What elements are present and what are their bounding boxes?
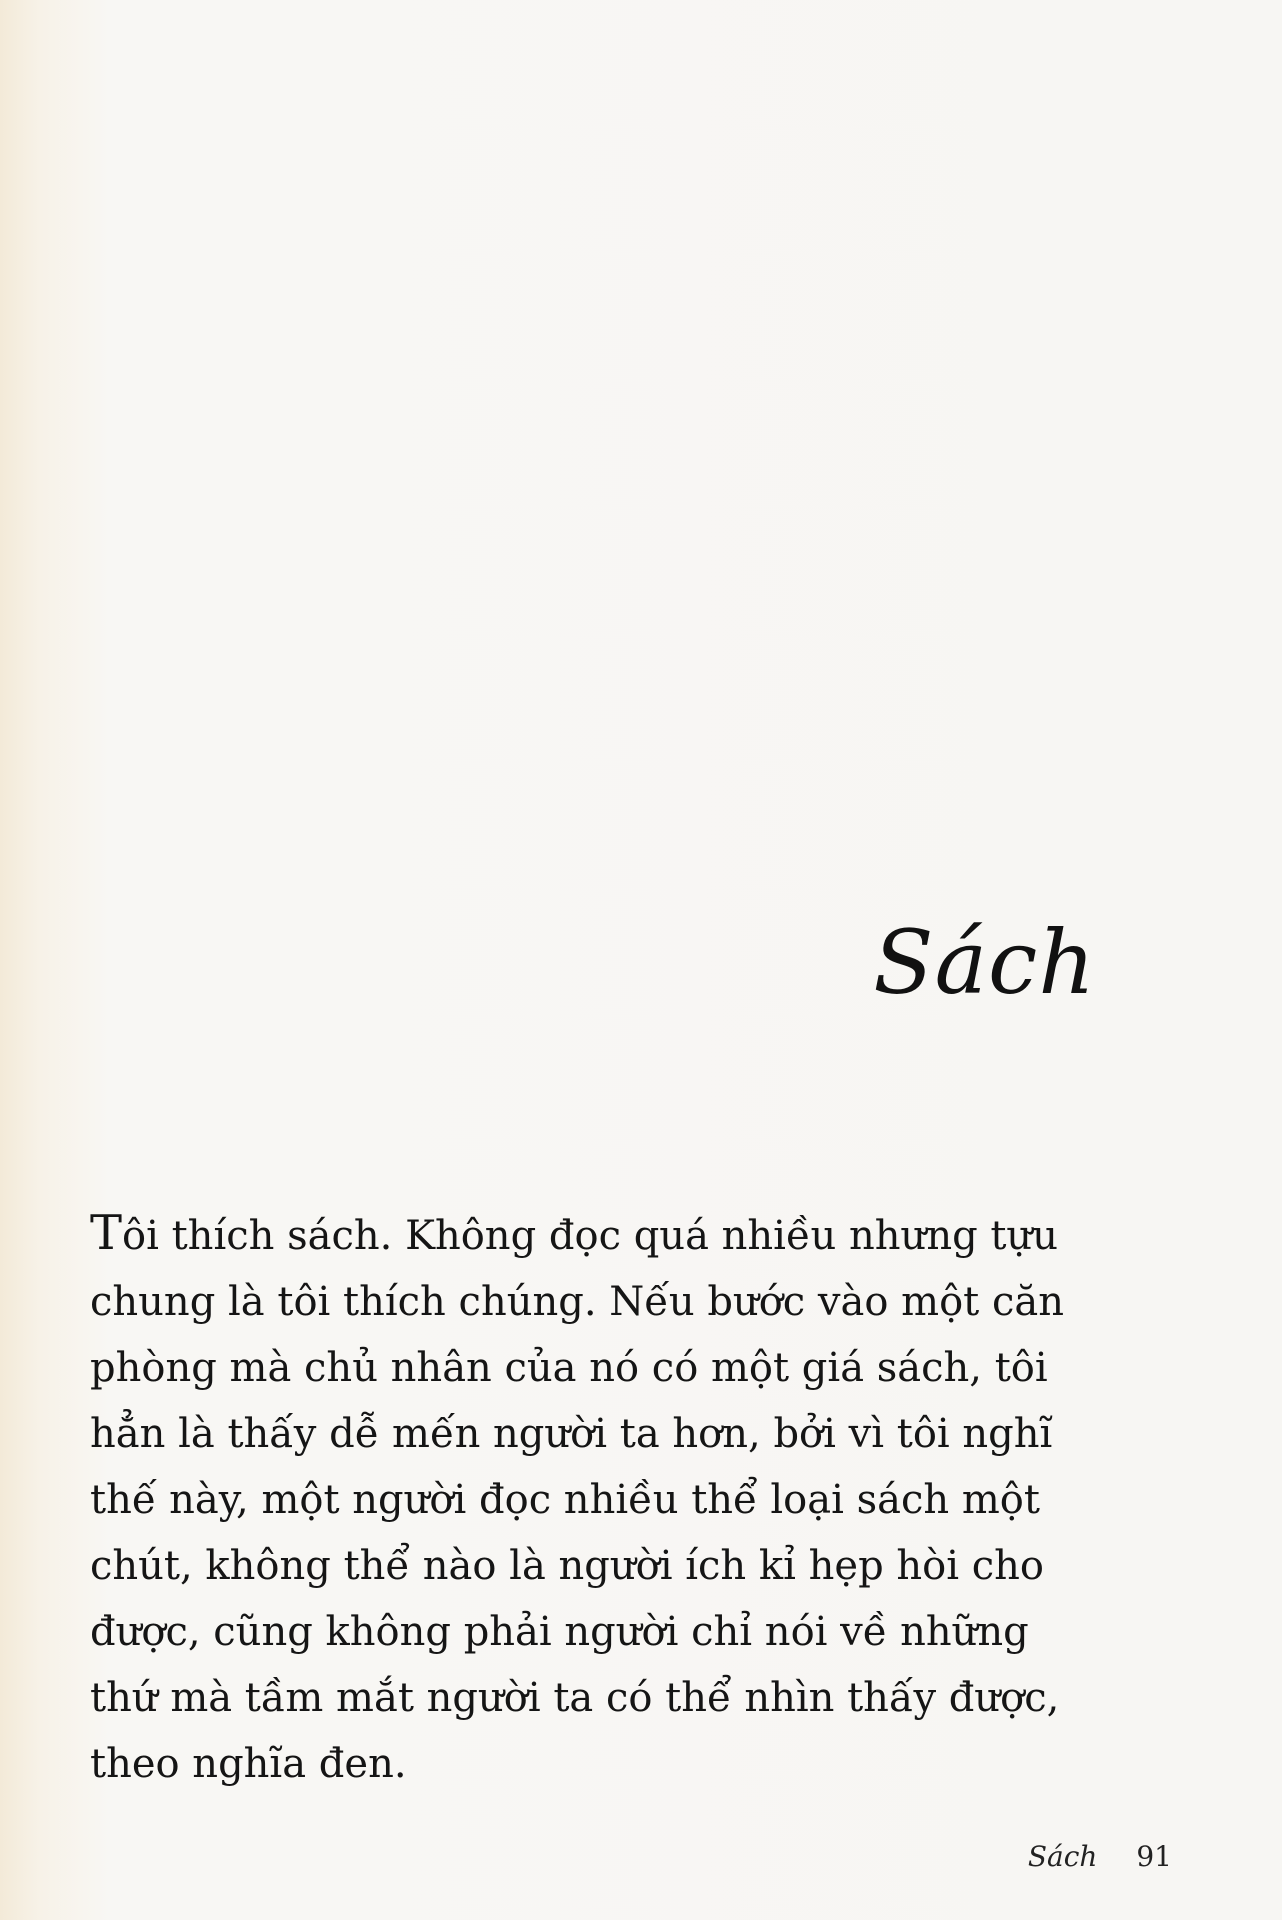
chapter-title: Sách — [873, 910, 1096, 1014]
body-paragraph — [90, 1200, 1102, 1797]
page-footer — [1028, 1840, 1172, 1873]
paragraph-initial-letter: T — [90, 1205, 123, 1261]
page-number: 91 — [1136, 1840, 1172, 1873]
paragraph-text: ôi thích sách. Không đọc quá nhiều nhưng tựu chung là tôi thích chúng. Nếu bước vào một căn phòng mà chủ nhân của nó có một giá sách, tôi hẳn là thấy dễ mến người ta hơn, bởi vì tôi nghĩ thế này, một người đọc nhiều thể loại sách một chút, không thể nào là người ích kỉ hẹp hòi cho được, cũng không phải người chỉ nói về những thứ mà tầm mắt người ta có thể nhìn thấy được, theo nghĩa đen. — [90, 1213, 1064, 1787]
running-title: Sách — [1027, 1840, 1098, 1873]
